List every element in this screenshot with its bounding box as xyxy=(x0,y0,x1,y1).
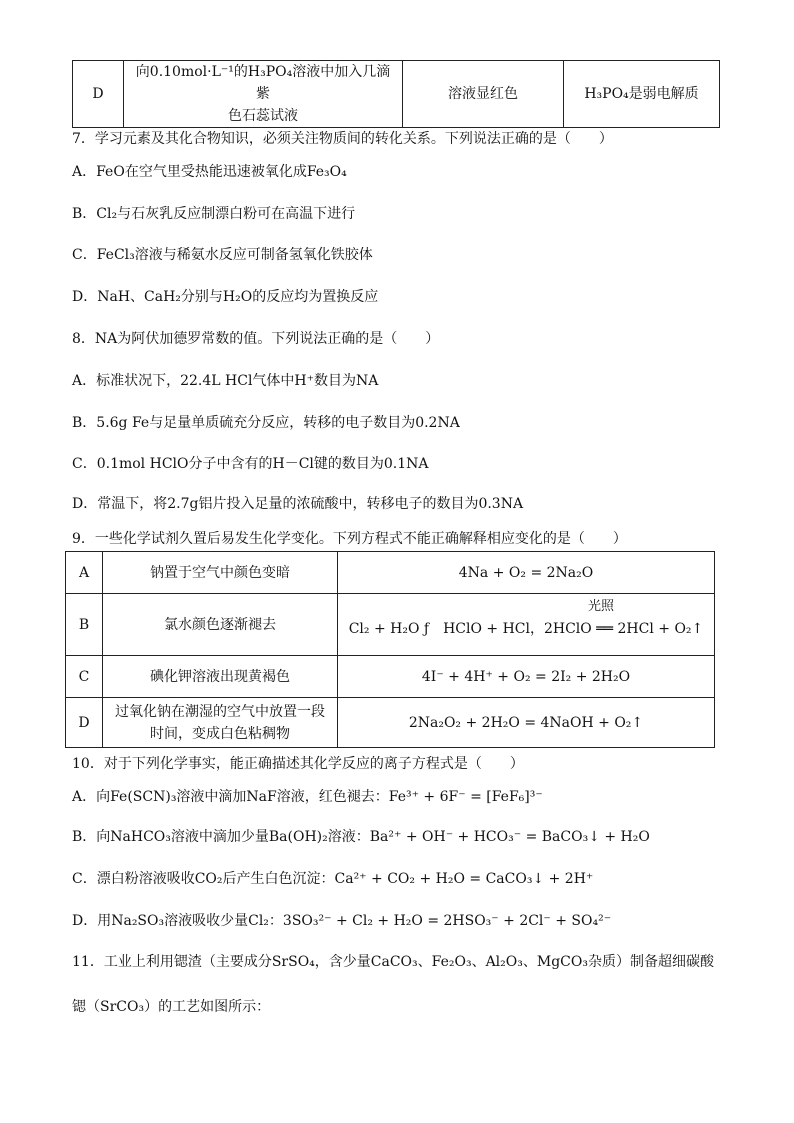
change-cell: 钠置于空气中颜色变暗 xyxy=(103,552,338,594)
table-row xyxy=(66,552,715,594)
q7-option-d: D．NaH、CaH₂分别与H₂O的反应均为置换反应 xyxy=(72,289,379,305)
q9-table xyxy=(65,551,715,748)
phenomenon-cell: 溶液显红色 xyxy=(403,61,564,128)
q8-option-a: A．标准状况下，22.4L HCl气体中H⁺数目为NA xyxy=(72,373,379,389)
table-row xyxy=(66,594,715,656)
q8-stem: 8．NA为阿伏加德罗常数的值。下列说法正确的是（ ） xyxy=(72,331,440,347)
q10-option-a: A．向Fe(SCN)₃溶液中滴加NaF溶液，红色褪去：Fe³⁺ + 6F⁻ = [FeF₆]³⁻ xyxy=(72,789,543,805)
q10-option-d: D．用Na₂SO₃溶液吸收少量Cl₂：3SO₃²⁻ + Cl₂ + H₂O = 2HSO₃⁻ + 2Cl⁻ + SO₄²⁻ xyxy=(72,913,612,929)
q10-stem: 10．对于下列化学事实，能正确描述其化学反应的离子方程式是（ ） xyxy=(72,756,524,772)
q8-option-d: D．常温下，将2.7g铝片投入足量的浓硫酸中，转移电子的数目为0.3NA xyxy=(72,496,524,512)
equation-cell xyxy=(338,594,715,656)
q7-option-a: A．FeO在空气里受热能迅速被氧化成Fe₃O₄ xyxy=(72,164,347,180)
equation-cell: 4Na + O₂ = 2Na₂O xyxy=(338,552,715,594)
row-label: B xyxy=(66,594,103,656)
equation-text: Cl₂ + H₂O ƒ HClO + HCl，2HClO ══ 2HCl + O₂↑ xyxy=(348,620,704,637)
row-label: D xyxy=(66,698,103,748)
table-row xyxy=(66,656,715,698)
row-label: D xyxy=(73,61,124,128)
experiment-table xyxy=(72,60,720,128)
conclusion-cell: H₃PO₄是弱电解质 xyxy=(564,61,720,128)
q10-option-c: C．漂白粉溶液吸收CO₂后产生白色沉淀：Ca²⁺ + CO₂ + H₂O = CaCO₃↓ + 2H⁺ xyxy=(72,871,594,887)
table-row xyxy=(73,61,720,128)
q11-line2: 锶（SrCO₃）的工艺如图所示： xyxy=(72,999,271,1015)
table-row xyxy=(66,698,715,748)
q11-line1: 11．工业上利用锶渣（主要成分SrSO₄，含少量CaCO₃、Fe₂O₃、Al₂O₃、MgCO₃杂质）制备超细碳酸 xyxy=(72,954,714,970)
row-label: A xyxy=(66,552,103,594)
change-line1: 过氧化钠在潮湿的空气中放置一段 xyxy=(115,703,325,720)
q7-stem: 7．学习元素及其化合物知识，必须关注物质间的转化关系。下列说法正确的是（ ） xyxy=(72,131,613,147)
q10-option-b: B．向NaHCO₃溶液中滴加少量Ba(OH)₂溶液：Ba²⁺ + OH⁻ + HCO₃⁻ = BaCO₃↓ + H₂O xyxy=(72,829,650,845)
q8-option-b: B．5.6g Fe与足量单质硫充分反应，转移的电子数目为0.2NA xyxy=(72,415,460,431)
q9-stem: 9．一些化学试剂久置后易发生化学变化。下列方程式不能正确解释相应变化的是（ ） xyxy=(72,531,627,547)
change-line2: 时间，变成白色粘稠物 xyxy=(150,725,290,742)
change-cell xyxy=(103,698,338,748)
change-cell: 碘化钾溶液出现黄褐色 xyxy=(103,656,338,698)
experiment-cell xyxy=(124,61,403,128)
experiment-line1: 向0.10mol·L⁻¹的H₃PO₄溶液中加入几滴紫 xyxy=(135,64,391,102)
experiment-line2: 色石蕊试液 xyxy=(228,108,298,124)
change-cell: 氯水颜色逐渐褪去 xyxy=(103,594,338,656)
q8-option-c: C．0.1mol HClO分子中含有的H－Cl键的数目为0.1NA xyxy=(72,456,429,472)
equation-cell: 4I⁻ + 4H⁺ + O₂ = 2I₂ + 2H₂O xyxy=(338,656,715,698)
q7-option-b: B．Cl₂与石灰乳反应制漂白粉可在高温下进行 xyxy=(72,206,356,222)
equation-cell: 2Na₂O₂ + 2H₂O = 4NaOH + O₂↑ xyxy=(338,698,715,748)
q7-option-c: C．FeCl₃溶液与稀氨水反应可制备氢氧化铁胶体 xyxy=(72,247,373,263)
reaction-condition: 光照 xyxy=(588,599,615,614)
row-label: C xyxy=(66,656,103,698)
